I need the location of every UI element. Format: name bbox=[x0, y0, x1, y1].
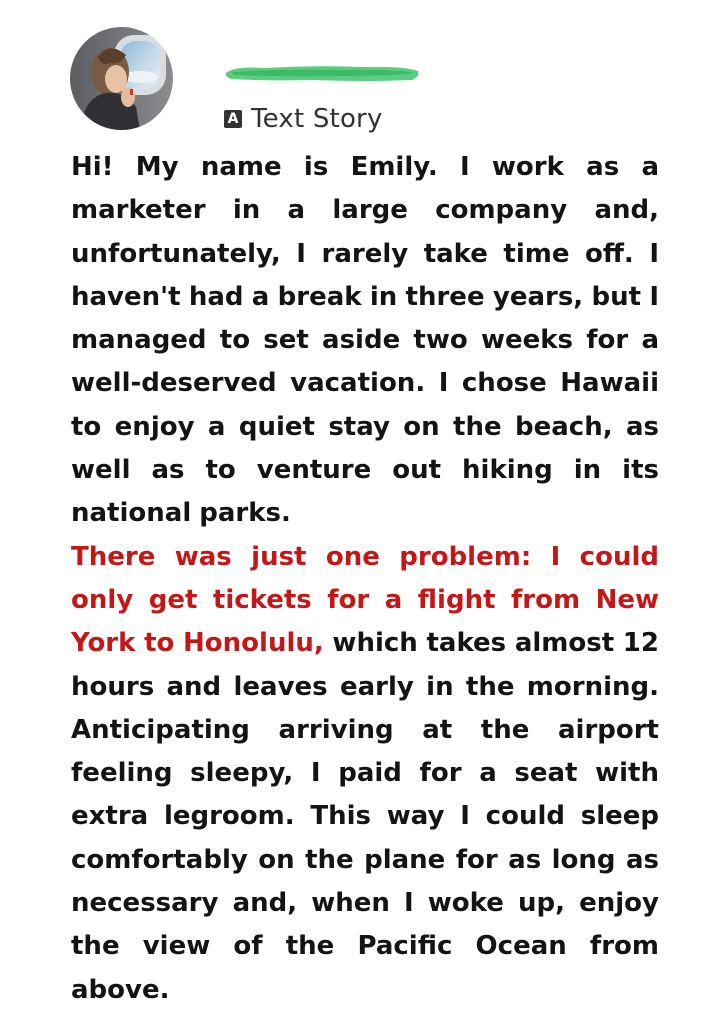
avatar[interactable] bbox=[70, 27, 173, 130]
story-paragraph-1: Hi! My name is Emily. I work as a marketer in a large company and, unfortunately, I rarely take time off. I haven't had a break in three years, but I managed to set aside two weeks for a well-deserved vacation. I chose Hawaii to enjoy a quiet stay on the beach, as well as to venture out hiking in its national parks. bbox=[71, 152, 659, 529]
letter-a-badge-icon: A bbox=[224, 110, 242, 128]
avatar-image bbox=[70, 27, 173, 130]
redacted-author-name bbox=[224, 63, 420, 83]
story-paragraph-2-text: which takes almost 12 hours and leaves early in the morning. Anticipating arriving at the airport feeling sleepy, I paid for a seat with extra legroom. This way I could sleep comfortably on the plane for as long as necessary and, when I woke up, enjoy the view of the Pacific Ocean from above. bbox=[71, 628, 659, 1005]
story-header bbox=[0, 0, 728, 150]
highlighted-text: There was just one problem: I could only get tickets for a flight from New York to Honolulu, bbox=[71, 541, 659, 659]
story-type-text: Text Story bbox=[251, 104, 383, 134]
story-type-label bbox=[224, 103, 383, 135]
story-body bbox=[71, 146, 659, 1012]
story-paragraph-2 bbox=[71, 536, 659, 1012]
